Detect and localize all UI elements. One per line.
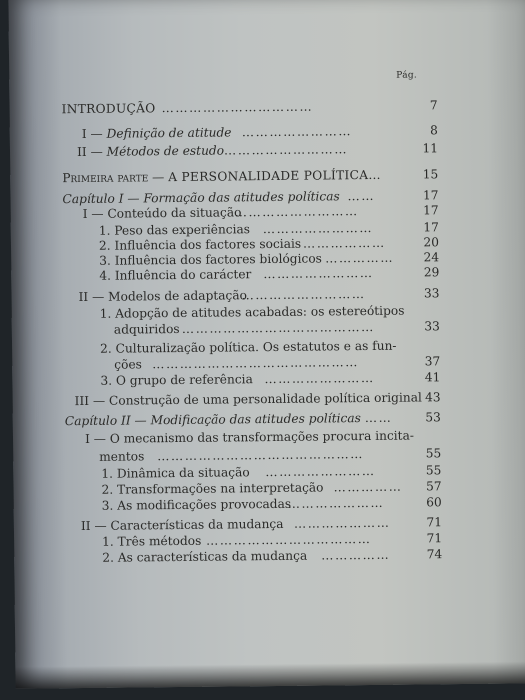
toc-entry-page: 55 [425,446,442,461]
toc-entry-mecanismo-cont [65,446,441,465]
leader-dots: ……………… [302,235,386,251]
toc-entry-prefix: II — [78,289,105,305]
toc-entry-label: Conteúdo da situação [107,205,242,221]
leader-dots: ……………………… [223,142,349,158]
toc-entry-page: 43 [425,390,441,405]
toc-entry-page: 53 [425,410,441,425]
toc-entry-prefix: I — [84,431,106,446]
leader-dots: …… [364,410,393,426]
toc-entry-primeira-parte [62,167,438,186]
toc-entry-continuation: adquiridos [113,321,180,337]
leader-dots: …………………… [263,265,374,282]
toc-entry-page: 17 [423,220,439,235]
toc-entry-label: 1. Adopção de atitudes acabadas: os estereótipos [99,303,405,321]
toc-entry-label: 3. O grupo de referência [100,372,253,388]
toc-entry-page: 8 [429,123,438,138]
toc-entry-page: 24 [423,250,440,265]
toc-entry-introducao [61,98,437,117]
leader-dots: ……………………… [234,204,359,220]
toc-entry-prefix: Capítulo I — [62,191,140,207]
toc-entry-page: 55 [425,463,442,478]
toc-entry-label: 3. As modificações provocadas [101,496,292,513]
leader-dots: …………………………… [161,99,314,116]
toc-entry-prefix: II — [76,144,103,160]
toc-entry-prefix: III — [74,393,106,409]
toc-entry-construcao [65,390,441,409]
toc-entry-page: 57 [425,479,442,494]
toc-entry-prefix: I — [82,206,104,221]
leader-dots: …………………… [264,370,375,387]
toc-entry-page: 41 [424,370,441,385]
toc-entry-page: 60 [426,495,442,510]
leader-dots: …………………………………… [181,319,375,336]
toc-entry-label: Construção de uma personalidade política original [108,390,422,408]
toc-entry-label: Métodos de estudo [106,143,225,159]
toc-entry-caracter [63,265,439,284]
leader-dots: …… [347,188,376,204]
toc-entry-page: 71 [426,515,442,530]
page-bottom-shadow [15,661,525,688]
toc-entry-label: 2. Influência dos factores sociais [98,236,302,253]
toc-entry-label: Características da mudança [110,516,284,533]
leader-dots: ……………………………………… [157,447,365,464]
toc-entry-prefix: II — [80,518,107,534]
toc-entry-page: 17 [422,188,439,203]
toc-entry-conteudo [63,203,439,222]
toc-entry-page: 37 [424,354,441,369]
toc-entry-label: 1. Peso das experiências [98,222,251,238]
leader-dots: …………………… [265,463,376,480]
toc-entry-page: 20 [423,235,440,250]
leader-dots: …………… [325,250,395,266]
toc-entry-label: 4. Influência do carácter [99,267,252,283]
toc-entry-prefix: I — [81,126,103,141]
leader-dots: …………………… [262,220,374,237]
toc-entry-label: 1. Três métodos [102,533,202,549]
leader-dots: ………………… [287,495,385,511]
toc-entry-page: 33 [423,286,440,301]
toc-entry-caracteristicas-mudanca [66,547,442,566]
leader-dots: …………… [321,547,391,563]
page-column-header: Pág. [396,70,418,81]
toc-entry-label: Formação das atitudes políticas [143,189,340,206]
toc-entry-page: 17 [423,203,439,218]
toc-entry-label: 2. Culturalização política. Os estatutos e as fun- [100,338,397,356]
toc-entry-prefix: Primeira parte — [62,170,165,186]
book-page [8,0,525,689]
toc-entry-capitulo-2 [65,410,441,429]
leader-dots: ……………………… [241,287,366,303]
toc-entry-page: 7 [429,98,438,113]
toc-entry-grupo [64,370,440,389]
leader-dots: ………………… [293,515,391,531]
toc-entry-continuation: mentos [99,449,145,464]
toc-entry-modificacoes [66,495,442,514]
toc-entry-adopcao-cont [64,319,440,338]
toc-entry-label: Modificação das atitudes políticas [150,411,361,428]
toc-entry-label: O mecanismo das transformações procura incita- [109,428,415,446]
toc-entry-page: 71 [426,531,443,546]
toc-entry-modelos [63,286,439,305]
toc-entry-definicao [62,123,438,142]
leader-dots: …………… [333,479,403,495]
toc-entry-label: 2. As características da mudança [102,548,308,565]
toc-entry-label: 2. Transformações na interpretação [101,480,324,497]
toc-entry-mecanismo [65,428,441,447]
leader-dots: ……………………………… [206,531,372,548]
toc-entry-label: A PERSONALIDADE POLÍTICA… [168,167,381,185]
toc-entry-page: 29 [423,265,440,280]
toc-entry-continuation: ções [114,357,142,372]
table-of-contents [61,70,443,565]
toc-entry-label: 3. Influência dos factores biológicos [99,251,322,268]
toc-entry-page: 33 [424,319,440,334]
leader-dots: …………………… [241,124,353,140]
toc-entry-prefix: Capítulo II — [64,413,147,429]
toc-entry-page: 15 [422,167,439,182]
toc-entry-metodos [62,141,438,160]
toc-entry-page: 74 [426,547,443,562]
leader-dots: ……………………………………… [152,355,360,372]
toc-entry-label: Modelos de adaptação [108,288,247,304]
toc-entry-label: 1. Dinâmica da situação [101,465,250,481]
toc-entry-label: Definição de atitude [106,125,232,141]
toc-entry-page: 11 [422,141,439,156]
toc-entry-label: INTRODUÇÃO [61,101,156,117]
